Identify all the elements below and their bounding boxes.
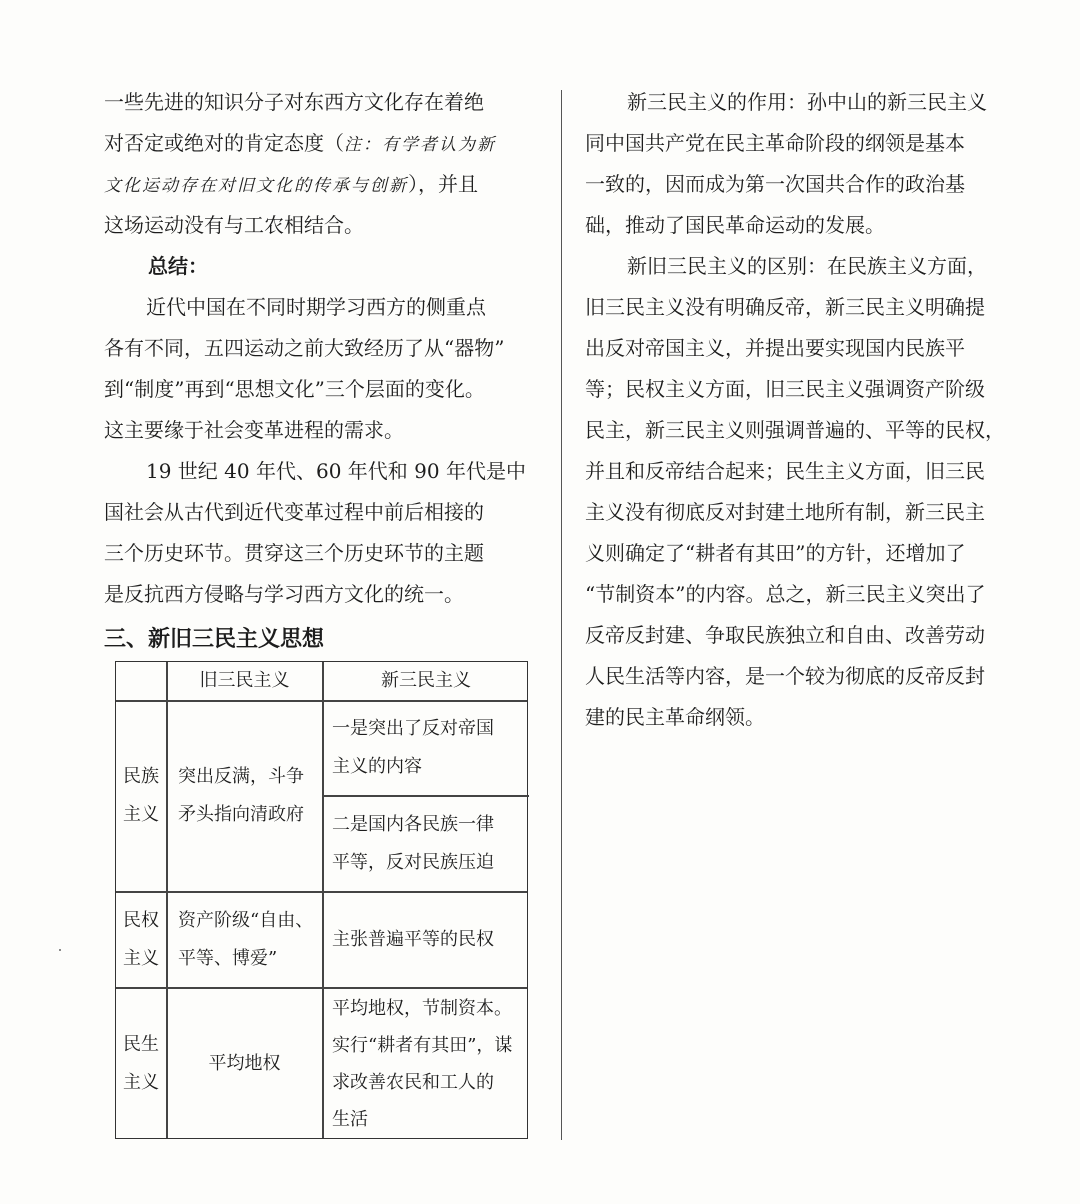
comparison-table — [115, 661, 528, 1139]
para3-line3: 三个历史环节。贯穿这三个历史环节的主题 — [104, 541, 484, 565]
row-minzu-label-1: 民族 — [123, 766, 159, 787]
para1-line2 — [104, 131, 496, 157]
para1-line2-text: 对否定或绝对的肯定态度（ — [104, 131, 344, 155]
para2-line2: 各有不同，五四运动之前大致经历了从“器物” — [104, 336, 505, 360]
para2-line3: 到“制度”再到“思想文化”三个层面的变化。 — [104, 377, 485, 401]
row-minsheng-new-2: 实行“耕者有其田”，谋 — [332, 1035, 513, 1056]
row-minsheng-new-3: 求改善农民和工人的 — [332, 1072, 494, 1093]
stray-dot — [59, 949, 61, 951]
row-minquan-label — [116, 893, 166, 987]
para2-line1: 近代中国在不同时期学习西方的侧重点 — [146, 295, 486, 319]
para3-line2: 国社会从古代到近代变革过程中前后相接的 — [104, 500, 484, 524]
r-para2-line5: 民主，新三民主义则强调普遍的、平等的民权， — [585, 418, 1005, 442]
row-minzu-label-2: 主义 — [123, 804, 159, 825]
row-minzu-new-b-1: 二是国内各民族一律 — [332, 814, 494, 835]
para1-line3 — [104, 172, 478, 198]
row-minzu-new-b — [332, 797, 527, 891]
row-minquan-old-2: 平等、博爱” — [178, 948, 278, 969]
summary-label: 总结： — [148, 254, 208, 278]
row-minsheng-old-1: 平均地权 — [208, 1053, 281, 1074]
table-header-old — [167, 662, 322, 700]
row-minzu-new-a — [332, 701, 527, 795]
table-header-old-text: 旧三民主义 — [199, 670, 290, 691]
row-minquan-label-2: 主义 — [123, 948, 159, 969]
r-para2-line8: 义则确定了“耕者有其田”的方针，还增加了 — [585, 541, 966, 565]
r-para2-line9: “节制资本”的内容。总之，新三民主义突出了 — [585, 582, 986, 606]
row-minsheng-label — [116, 989, 166, 1139]
row-minzu-new-a-1: 一是突出了反对帝国 — [332, 718, 494, 739]
row-minquan-old-1: 资产阶级“自由、 — [178, 910, 314, 931]
row-minsheng-old — [167, 989, 322, 1139]
row-minzu-old — [178, 701, 318, 891]
row-minsheng-label-1: 民生 — [123, 1034, 159, 1055]
r-para2-line11: 人民生活等内容，是一个较为彻底的反帝反封 — [585, 664, 985, 688]
column-divider — [561, 90, 562, 1140]
row-minsheng-new-4: 生活 — [332, 1109, 368, 1130]
row-minquan-old — [178, 893, 318, 987]
para3-line4: 是反抗西方侵略与学习西方文化的统一。 — [104, 582, 464, 606]
r-para1-line2: 同中国共产党在民主革命阶段的纲领是基本 — [585, 131, 965, 155]
para3-line1: 19 世纪 40 年代、60 年代和 90 年代是中 — [146, 459, 526, 483]
r-para1-line3: 一致的，因而成为第一次国共合作的政治基 — [585, 172, 965, 196]
row-minquan-new-1: 主张普遍平等的民权 — [332, 929, 494, 950]
para1-note-b-suffix: ），并且 — [408, 172, 478, 196]
r-para2-line3: 出反对帝国主义，并提出要实现国内民族平 — [585, 336, 965, 360]
r-para1-line1: 新三民主义的作用：孙中山的新三民主义 — [627, 90, 987, 114]
row-minsheng-label-2: 主义 — [123, 1072, 159, 1093]
table-header-new — [323, 662, 529, 700]
r-para2-line7: 主义没有彻底反对封建土地所有制，新三民主 — [585, 500, 985, 524]
r-para2-line12: 建的民主革命纲领。 — [585, 705, 765, 729]
table-vline-2 — [322, 662, 324, 1138]
r-para2-line2: 旧三民主义没有明确反帝，新三民主义明确提 — [585, 295, 985, 319]
para1-line4: 这场运动没有与工农相结合。 — [104, 213, 364, 237]
row-minquan-new — [332, 893, 527, 987]
para1-note-a: 注：有学者认为新 — [344, 135, 496, 155]
row-minzu-new-b-2: 平等，反对民族压迫 — [332, 852, 494, 873]
row-minquan-label-1: 民权 — [123, 910, 159, 931]
para1-note-b: 文化运动存在对旧文化的传承与创新 — [104, 176, 408, 196]
row-minzu-label — [116, 701, 166, 891]
row-minzu-old-2: 矛头指向清政府 — [178, 804, 304, 825]
row-minzu-old-1: 突出反满，斗争 — [178, 766, 304, 787]
r-para2-line1: 新旧三民主义的区别：在民族主义方面， — [627, 254, 987, 278]
row-minzu-new-a-2: 主义的内容 — [332, 756, 422, 777]
row-minsheng-new-1: 平均地权，节制资本。 — [332, 998, 512, 1019]
r-para1-line4: 础，推动了国民革命运动的发展。 — [585, 213, 885, 237]
table-header-new-text: 新三民主义 — [381, 670, 471, 691]
row-minsheng-new — [332, 989, 527, 1139]
r-para2-line6: 并且和反帝结合起来；民生主义方面，旧三民 — [585, 459, 985, 483]
para2-line4: 这主要缘于社会变革进程的需求。 — [104, 418, 404, 442]
section-heading: 三、新旧三民主义思想 — [104, 627, 325, 652]
r-para2-line10: 反帝反封建、争取民族独立和自由、改善劳动 — [585, 623, 985, 647]
r-para2-line4: 等；民权主义方面，旧三民主义强调资产阶级 — [585, 377, 985, 401]
para1-line1: 一些先进的知识分子对东西方文化存在着绝 — [104, 90, 484, 114]
